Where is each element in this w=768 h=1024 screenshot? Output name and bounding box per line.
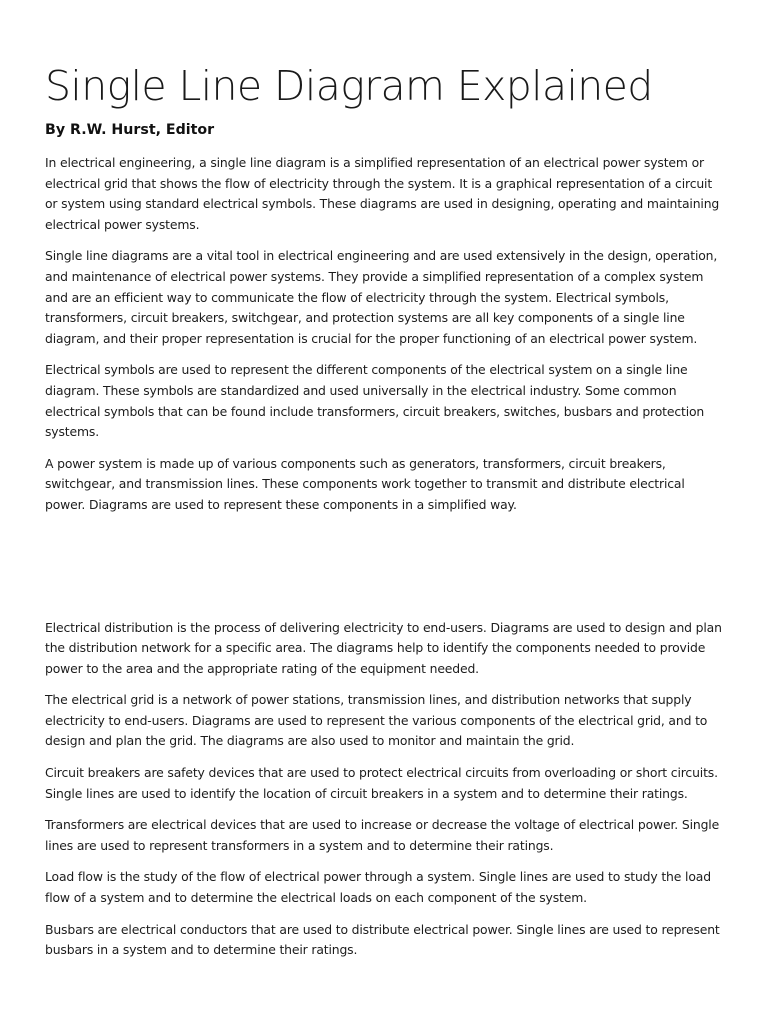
paragraph-intro: In electrical engineering, a single line diagram is a simplified representation of an electrical power system or electrical grid that shows the flow of electricity through the system. It is a graphical representation of a circuit or system using standard electrical symbols. These diagrams are used in designing, operating and maintaining electrical power systems. [45,155,720,232]
paragraph-vital-tool: Single line diagrams are a vital tool in electrical engineering and are used extensively in the design, operation, and maintenance of electrical power systems. They provide a simplified representation of a complex system and are an efficient way to communicate the flow of electricity through the system. Electrical symbols, transformers, circuit breakers, switchgear, and protection systems are all key components of a single line diagram, and their proper representation is crucial for the proper functioning of an electrical power system. [45,248,718,346]
paragraph-circuit-breakers: Circuit breakers are safety devices that are used to protect electrical circuits from overloading or short circuits. Single lines are used to identify the location of circuit breakers in a system and to determine their ratings. [45,765,718,801]
paragraph-busbars: Busbars are electrical conductors that are used to distribute electrical power. Single lines are used to represent busbars in a system and to determine their ratings. [45,921,720,958]
paragraph-transformers: Transformers are electrical devices that are used to increase or decrease the voltage of electrical power. Single lines are used to represent transformers in a system and to determine their ratings. [45,817,720,853]
paragraph-power-system: A power system is made up of various components such as generators, transformers, circuit breakers, switchgear, and transmission lines. These components work together to transmit and distribute electrical power. Diagrams are used to represent these components in a simplified way. [45,455,685,512]
paragraph-electrical-grid: The electrical grid is a network of power stations, transmission lines, and distribution networks that supply electricity to end-users. Diagrams are used to represent the various components of the electrical grid, and to design and plan the grid. The diagrams are also used to monitor and maintain the grid. [45,692,708,749]
page-title: Single Line Diagram Explained [45,62,653,110]
article [45,58,725,961]
paragraph-distribution: Electrical distribution is the process of delivering electricity to end-users. Diagrams are used to design and plan the distribution network for a specific area. The diagrams help to identify the components needed to provide power to the area and the appropriate rating of the equipment needed. [45,619,722,676]
author-byline: By R.W. Hurst, Editor [45,122,215,138]
paragraph-load-flow: Load flow is the study of the flow of electrical power through a system. Single lines are used to study the load flow of a system and to determine the electrical loads on each component of the system. [45,869,711,906]
paragraph-electrical-symbols: Electrical symbols are used to represent the different components of the electrical system on a single line diagram. These symbols are standardized and used universally in the electrical industry. Some common electrical symbols that can be found include transformers, circuit breakers, switches, busbars and protection systems. [45,362,705,440]
blank-space [45,516,725,618]
